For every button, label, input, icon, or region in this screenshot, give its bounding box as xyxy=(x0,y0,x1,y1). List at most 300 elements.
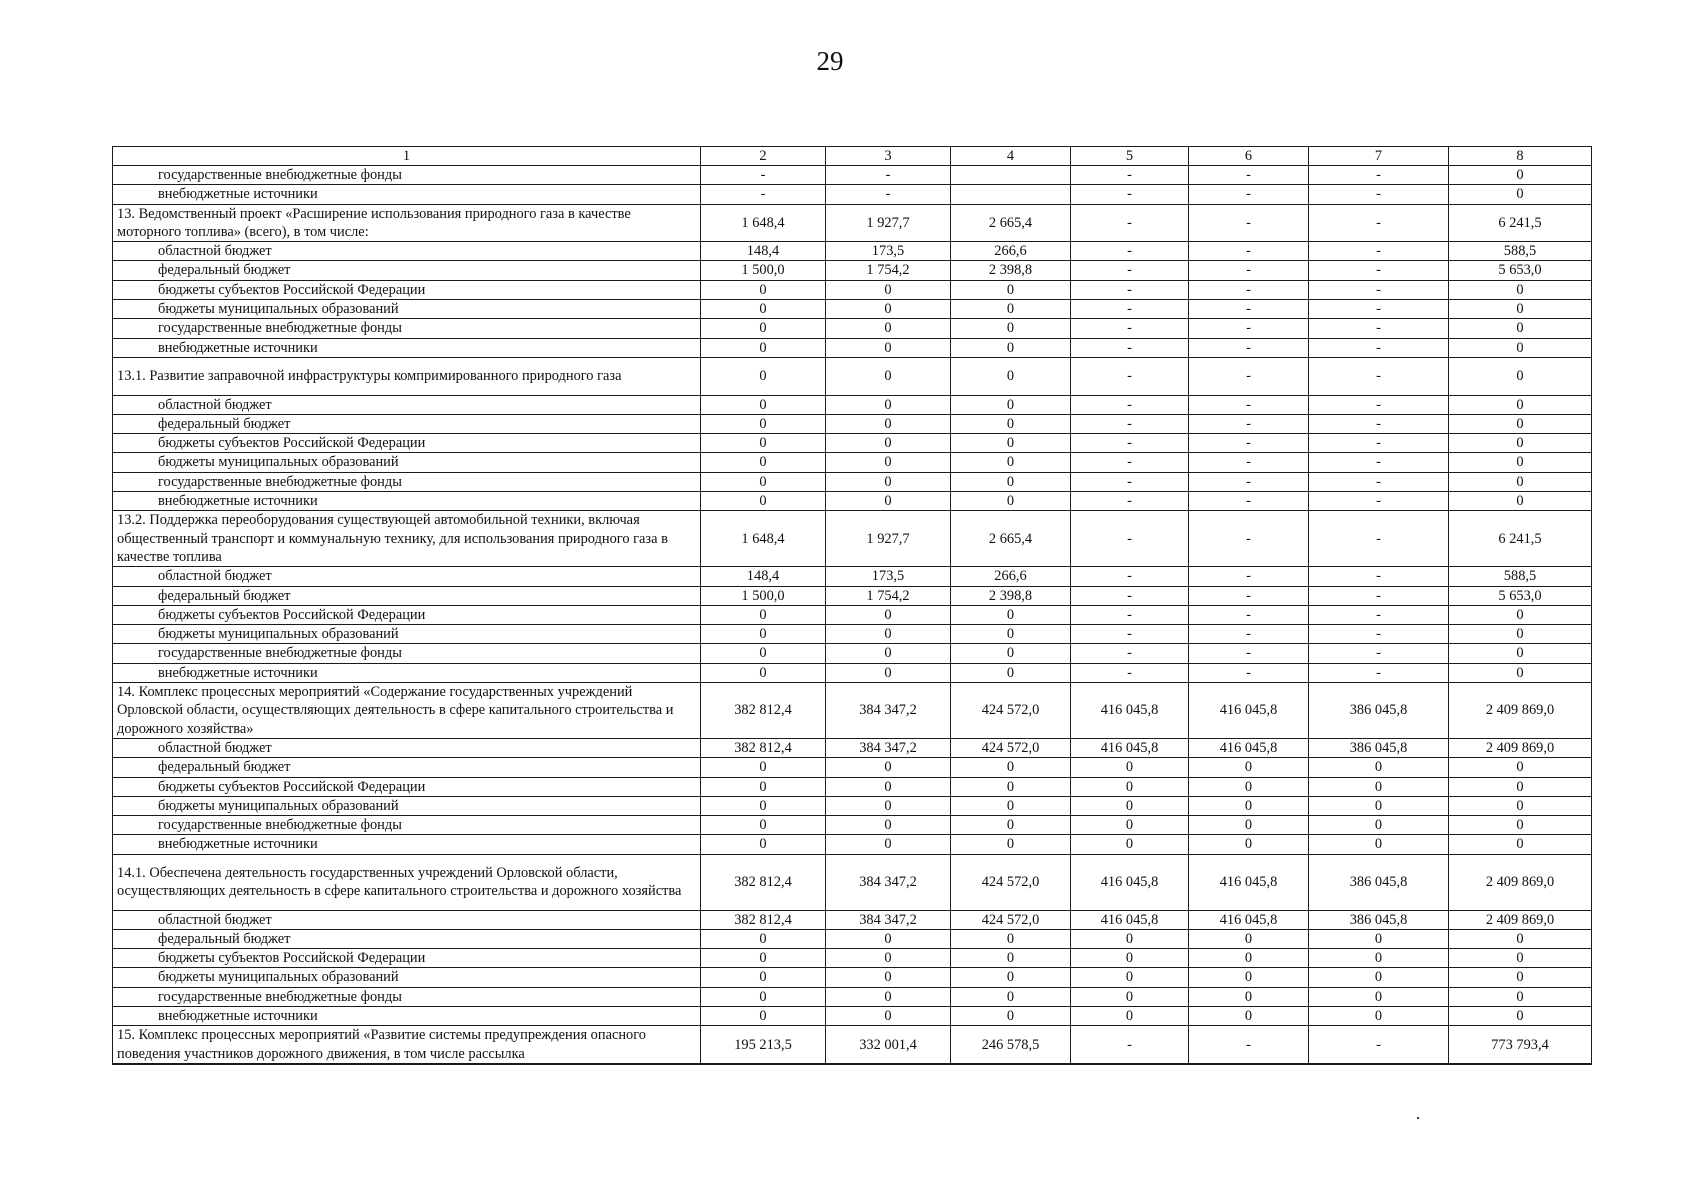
row-label: государственные внебюджетные фонды xyxy=(113,166,701,185)
value-cell: 2 398,8 xyxy=(951,586,1071,605)
value-cell: - xyxy=(1071,453,1189,472)
value-cell: - xyxy=(1071,185,1189,204)
value-cell: - xyxy=(1309,625,1449,644)
value-cell: 1 927,7 xyxy=(826,511,951,567)
value-cell: 0 xyxy=(701,816,826,835)
value-cell: 0 xyxy=(1071,796,1189,815)
value-cell: 384 347,2 xyxy=(826,854,951,910)
value-cell: 2 409 869,0 xyxy=(1449,854,1592,910)
value-cell: 0 xyxy=(951,280,1071,299)
value-cell: - xyxy=(1071,644,1189,663)
value-cell: 384 347,2 xyxy=(826,683,951,739)
value-cell: 0 xyxy=(826,453,951,472)
value-cell: 416 045,8 xyxy=(1189,910,1309,929)
value-cell: - xyxy=(1309,567,1449,586)
value-cell: 0 xyxy=(1071,758,1189,777)
value-cell: 588,5 xyxy=(1449,567,1592,586)
row-label: 14.1. Обеспечена деятельность государственных учреждений Орловской области, осуществляющих деятельность в сфере капитального строительства и дорожного хозяйства xyxy=(113,854,701,910)
value-cell: 0 xyxy=(951,644,1071,663)
value-cell: 0 xyxy=(951,605,1071,624)
value-cell: - xyxy=(1189,395,1309,414)
value-cell: - xyxy=(1189,586,1309,605)
value-cell: - xyxy=(1189,280,1309,299)
row-label: бюджеты субъектов Российской Федерации xyxy=(113,777,701,796)
value-cell: 2 398,8 xyxy=(951,261,1071,280)
value-cell: 0 xyxy=(826,434,951,453)
value-cell: 0 xyxy=(1449,395,1592,414)
value-cell: - xyxy=(1309,166,1449,185)
value-cell: 0 xyxy=(701,434,826,453)
value-cell: 0 xyxy=(1449,166,1592,185)
value-cell: - xyxy=(1309,204,1449,242)
value-cell: 0 xyxy=(1449,1007,1592,1026)
value-cell: 0 xyxy=(701,414,826,433)
value-cell: 0 xyxy=(1071,968,1189,987)
value-cell: - xyxy=(1189,185,1309,204)
table-row-sub xyxy=(113,910,1592,929)
value-cell: 0 xyxy=(1449,319,1592,338)
value-cell: - xyxy=(1071,166,1189,185)
value-cell: 416 045,8 xyxy=(1189,854,1309,910)
value-cell: 0 xyxy=(826,300,951,319)
value-cell: 1 500,0 xyxy=(701,586,826,605)
value-cell: 0 xyxy=(1189,1007,1309,1026)
value-cell: 0 xyxy=(1189,987,1309,1006)
value-cell: 0 xyxy=(1309,929,1449,948)
value-cell: 0 xyxy=(1449,816,1592,835)
value-cell: 0 xyxy=(951,663,1071,682)
value-cell: 0 xyxy=(701,472,826,491)
table-row-sub xyxy=(113,185,1592,204)
value-cell: 0 xyxy=(826,605,951,624)
value-cell: 416 045,8 xyxy=(1071,910,1189,929)
value-cell: 6 241,5 xyxy=(1449,511,1592,567)
value-cell: 0 xyxy=(826,472,951,491)
value-cell: 416 045,8 xyxy=(1071,683,1189,739)
value-cell: - xyxy=(1071,605,1189,624)
value-cell: 382 812,4 xyxy=(701,683,826,739)
value-cell: 0 xyxy=(701,758,826,777)
table-body xyxy=(113,147,1592,1064)
value-cell: 5 653,0 xyxy=(1449,586,1592,605)
value-cell: 2 409 869,0 xyxy=(1449,738,1592,757)
value-cell: 195 213,5 xyxy=(701,1026,826,1064)
value-cell: 0 xyxy=(826,929,951,948)
row-label: бюджеты муниципальных образований xyxy=(113,453,701,472)
row-label: государственные внебюджетные фонды xyxy=(113,644,701,663)
value-cell: 424 572,0 xyxy=(951,738,1071,757)
value-cell: - xyxy=(1071,1026,1189,1064)
value-cell: 0 xyxy=(1449,453,1592,472)
value-cell: - xyxy=(1189,453,1309,472)
value-cell: 0 xyxy=(1449,185,1592,204)
value-cell: - xyxy=(1189,242,1309,261)
value-cell: 0 xyxy=(951,987,1071,1006)
value-cell: 0 xyxy=(951,453,1071,472)
value-cell: - xyxy=(826,166,951,185)
table-row-sub xyxy=(113,414,1592,433)
value-cell: 0 xyxy=(951,414,1071,433)
value-cell xyxy=(951,185,1071,204)
value-cell: 424 572,0 xyxy=(951,910,1071,929)
value-cell: 0 xyxy=(826,758,951,777)
value-cell: - xyxy=(1309,511,1449,567)
value-cell: 424 572,0 xyxy=(951,854,1071,910)
row-label: федеральный бюджет xyxy=(113,586,701,605)
value-cell: 0 xyxy=(826,968,951,987)
table-row-sub xyxy=(113,338,1592,357)
value-cell: 2 409 869,0 xyxy=(1449,683,1592,739)
value-cell: - xyxy=(1071,204,1189,242)
table-row-sub xyxy=(113,987,1592,1006)
value-cell: - xyxy=(701,185,826,204)
row-label: бюджеты субъектов Российской Федерации xyxy=(113,434,701,453)
value-cell: 416 045,8 xyxy=(1189,738,1309,757)
value-cell: - xyxy=(1309,357,1449,395)
value-cell: - xyxy=(1071,357,1189,395)
value-cell: - xyxy=(1071,338,1189,357)
table-row-sub xyxy=(113,453,1592,472)
value-cell: - xyxy=(1071,625,1189,644)
value-cell: - xyxy=(1309,434,1449,453)
row-label: государственные внебюджетные фонды xyxy=(113,816,701,835)
row-label: областной бюджет xyxy=(113,567,701,586)
header-cell: 7 xyxy=(1309,147,1449,166)
row-label: бюджеты субъектов Российской Федерации xyxy=(113,949,701,968)
table-row-sub xyxy=(113,261,1592,280)
value-cell: - xyxy=(1071,492,1189,511)
header-cell: 2 xyxy=(701,147,826,166)
value-cell: 2 665,4 xyxy=(951,204,1071,242)
value-cell: 0 xyxy=(826,280,951,299)
value-cell: 424 572,0 xyxy=(951,683,1071,739)
table-row-sub xyxy=(113,300,1592,319)
row-label: областной бюджет xyxy=(113,910,701,929)
table-row-section xyxy=(113,357,1592,395)
value-cell: - xyxy=(1309,300,1449,319)
value-cell: 0 xyxy=(1309,968,1449,987)
value-cell: 2 665,4 xyxy=(951,511,1071,567)
value-cell: - xyxy=(1189,338,1309,357)
value-cell: 0 xyxy=(1449,987,1592,1006)
value-cell: 382 812,4 xyxy=(701,738,826,757)
value-cell: 0 xyxy=(951,758,1071,777)
value-cell: 0 xyxy=(701,663,826,682)
table-row-sub xyxy=(113,625,1592,644)
value-cell: 0 xyxy=(1071,949,1189,968)
scan-speck xyxy=(1417,1117,1419,1119)
value-cell: 0 xyxy=(701,968,826,987)
value-cell: 0 xyxy=(826,319,951,338)
value-cell: 0 xyxy=(1071,987,1189,1006)
value-cell: 0 xyxy=(1309,758,1449,777)
value-cell: - xyxy=(1309,338,1449,357)
value-cell: 0 xyxy=(701,492,826,511)
value-cell: 6 241,5 xyxy=(1449,204,1592,242)
value-cell: 0 xyxy=(701,338,826,357)
value-cell: - xyxy=(1189,605,1309,624)
value-cell: - xyxy=(1189,319,1309,338)
value-cell: 0 xyxy=(951,434,1071,453)
value-cell: 0 xyxy=(701,987,826,1006)
header-cell: 8 xyxy=(1449,147,1592,166)
value-cell: - xyxy=(1309,319,1449,338)
value-cell: 148,4 xyxy=(701,242,826,261)
value-cell: - xyxy=(1189,261,1309,280)
row-label: федеральный бюджет xyxy=(113,261,701,280)
value-cell: 0 xyxy=(1449,968,1592,987)
value-cell: 0 xyxy=(701,1007,826,1026)
row-label: областной бюджет xyxy=(113,738,701,757)
value-cell: 0 xyxy=(826,625,951,644)
value-cell: 148,4 xyxy=(701,567,826,586)
value-cell: 0 xyxy=(826,414,951,433)
value-cell: 0 xyxy=(826,395,951,414)
value-cell: 1 754,2 xyxy=(826,261,951,280)
value-cell: 0 xyxy=(951,949,1071,968)
value-cell: - xyxy=(1071,242,1189,261)
table-row-section xyxy=(113,1026,1592,1064)
value-cell: 1 754,2 xyxy=(826,586,951,605)
value-cell: 0 xyxy=(826,987,951,1006)
value-cell: - xyxy=(1071,472,1189,491)
value-cell: 0 xyxy=(1071,816,1189,835)
value-cell: 0 xyxy=(1449,949,1592,968)
value-cell: 0 xyxy=(1449,777,1592,796)
value-cell: 0 xyxy=(951,968,1071,987)
value-cell: 0 xyxy=(1189,777,1309,796)
value-cell: - xyxy=(1071,261,1189,280)
value-cell: - xyxy=(1071,434,1189,453)
value-cell: 386 045,8 xyxy=(1309,683,1449,739)
value-cell: 266,6 xyxy=(951,567,1071,586)
value-cell: 0 xyxy=(1449,300,1592,319)
value-cell: 0 xyxy=(701,357,826,395)
value-cell: - xyxy=(1309,663,1449,682)
value-cell: - xyxy=(701,166,826,185)
value-cell: 0 xyxy=(701,625,826,644)
value-cell: 382 812,4 xyxy=(701,910,826,929)
value-cell: - xyxy=(1071,586,1189,605)
table-row-sub xyxy=(113,1007,1592,1026)
value-cell: 0 xyxy=(826,644,951,663)
table-row-section xyxy=(113,204,1592,242)
table-row-sub xyxy=(113,166,1592,185)
value-cell: 0 xyxy=(826,492,951,511)
value-cell: 0 xyxy=(1449,357,1592,395)
value-cell: 0 xyxy=(1449,338,1592,357)
value-cell: 588,5 xyxy=(1449,242,1592,261)
value-cell: - xyxy=(1189,166,1309,185)
table-row-sub xyxy=(113,567,1592,586)
value-cell: 0 xyxy=(951,625,1071,644)
table-row-sub xyxy=(113,492,1592,511)
table-row-sub xyxy=(113,968,1592,987)
value-cell: - xyxy=(1309,644,1449,663)
value-cell: 0 xyxy=(951,492,1071,511)
row-label: бюджеты муниципальных образований xyxy=(113,796,701,815)
value-cell: 0 xyxy=(1449,644,1592,663)
value-cell: - xyxy=(1071,319,1189,338)
value-cell: 0 xyxy=(701,319,826,338)
row-label: федеральный бюджет xyxy=(113,758,701,777)
value-cell: 0 xyxy=(1449,929,1592,948)
row-label: 15. Комплекс процессных мероприятий «Развитие системы предупреждения опасного поведения участников дорожного движения, в том числе рассылка xyxy=(113,1026,701,1064)
value-cell xyxy=(951,166,1071,185)
value-cell: - xyxy=(1071,300,1189,319)
value-cell: - xyxy=(826,185,951,204)
row-label: федеральный бюджет xyxy=(113,929,701,948)
value-cell: 0 xyxy=(1189,796,1309,815)
value-cell: 0 xyxy=(826,1007,951,1026)
value-cell: 0 xyxy=(1189,968,1309,987)
value-cell: - xyxy=(1189,472,1309,491)
value-cell: 0 xyxy=(701,280,826,299)
value-cell: - xyxy=(1309,1026,1449,1064)
value-cell: - xyxy=(1071,280,1189,299)
table-row-sub xyxy=(113,738,1592,757)
value-cell: - xyxy=(1189,644,1309,663)
value-cell: - xyxy=(1189,567,1309,586)
value-cell: 0 xyxy=(951,929,1071,948)
table-row-sub xyxy=(113,663,1592,682)
value-cell: 1 500,0 xyxy=(701,261,826,280)
value-cell: 384 347,2 xyxy=(826,910,951,929)
value-cell: 0 xyxy=(1071,835,1189,854)
value-cell: 0 xyxy=(1309,835,1449,854)
value-cell: - xyxy=(1189,511,1309,567)
value-cell: - xyxy=(1309,453,1449,472)
row-label: внебюджетные источники xyxy=(113,185,701,204)
value-cell: 0 xyxy=(701,605,826,624)
value-cell: 0 xyxy=(951,338,1071,357)
value-cell: 0 xyxy=(1449,796,1592,815)
budget-table xyxy=(112,146,1592,1065)
value-cell: 0 xyxy=(951,472,1071,491)
value-cell: - xyxy=(1309,492,1449,511)
value-cell: 0 xyxy=(1449,492,1592,511)
value-cell: - xyxy=(1189,300,1309,319)
value-cell: 0 xyxy=(1309,1007,1449,1026)
value-cell: 173,5 xyxy=(826,242,951,261)
row-label: бюджеты муниципальных образований xyxy=(113,625,701,644)
value-cell: 0 xyxy=(701,644,826,663)
page-number: 29 xyxy=(816,46,844,76)
table-row-sub xyxy=(113,586,1592,605)
table-row-sub xyxy=(113,472,1592,491)
row-label: бюджеты муниципальных образований xyxy=(113,300,701,319)
value-cell: - xyxy=(1189,204,1309,242)
value-cell: 2 409 869,0 xyxy=(1449,910,1592,929)
value-cell: - xyxy=(1309,261,1449,280)
header-row xyxy=(113,147,1592,166)
row-label: внебюджетные источники xyxy=(113,338,701,357)
table-row-sub xyxy=(113,242,1592,261)
value-cell: 1 648,4 xyxy=(701,511,826,567)
row-label: бюджеты муниципальных образований xyxy=(113,968,701,987)
row-label: бюджеты субъектов Российской Федерации xyxy=(113,605,701,624)
value-cell: 0 xyxy=(826,338,951,357)
table-row-sub xyxy=(113,605,1592,624)
table-row-sub xyxy=(113,777,1592,796)
value-cell: 416 045,8 xyxy=(1189,683,1309,739)
value-cell: 0 xyxy=(951,816,1071,835)
value-cell: 0 xyxy=(826,357,951,395)
value-cell: 386 045,8 xyxy=(1309,910,1449,929)
table-row-sub xyxy=(113,949,1592,968)
table-row-sub xyxy=(113,644,1592,663)
value-cell: - xyxy=(1071,663,1189,682)
value-cell: 0 xyxy=(1189,949,1309,968)
header-cell: 3 xyxy=(826,147,951,166)
table-row-sub xyxy=(113,434,1592,453)
row-label: государственные внебюджетные фонды xyxy=(113,472,701,491)
header-cell: 5 xyxy=(1071,147,1189,166)
value-cell: 266,6 xyxy=(951,242,1071,261)
header-cell: 6 xyxy=(1189,147,1309,166)
row-label: бюджеты субъектов Российской Федерации xyxy=(113,280,701,299)
value-cell: 0 xyxy=(701,949,826,968)
value-cell: 0 xyxy=(951,319,1071,338)
value-cell: 0 xyxy=(1309,796,1449,815)
value-cell: 0 xyxy=(701,453,826,472)
value-cell: 0 xyxy=(826,777,951,796)
table-row-sub xyxy=(113,929,1592,948)
value-cell: 0 xyxy=(1071,1007,1189,1026)
value-cell: 173,5 xyxy=(826,567,951,586)
value-cell: 0 xyxy=(1449,472,1592,491)
value-cell: 382 812,4 xyxy=(701,854,826,910)
value-cell: - xyxy=(1309,414,1449,433)
value-cell: 0 xyxy=(1309,816,1449,835)
value-cell: - xyxy=(1309,185,1449,204)
row-label: областной бюджет xyxy=(113,395,701,414)
value-cell: - xyxy=(1189,1026,1309,1064)
value-cell: 416 045,8 xyxy=(1071,854,1189,910)
value-cell: 0 xyxy=(1449,663,1592,682)
value-cell: - xyxy=(1309,586,1449,605)
row-label: 14. Комплекс процессных мероприятий «Содержание государственных учреждений Орловской области, осуществляющих деятельность в сфере капитального строительства и дорожного хозяйства» xyxy=(113,683,701,739)
value-cell: 246 578,5 xyxy=(951,1026,1071,1064)
table-row-sub xyxy=(113,395,1592,414)
value-cell: 773 793,4 xyxy=(1449,1026,1592,1064)
table-row-sub xyxy=(113,835,1592,854)
value-cell: 0 xyxy=(701,929,826,948)
value-cell: 0 xyxy=(951,300,1071,319)
table-row-section xyxy=(113,854,1592,910)
value-cell: 0 xyxy=(1449,434,1592,453)
value-cell: 5 653,0 xyxy=(1449,261,1592,280)
value-cell: 0 xyxy=(951,395,1071,414)
value-cell: - xyxy=(1309,472,1449,491)
row-label: государственные внебюджетные фонды xyxy=(113,987,701,1006)
header-cell: 1 xyxy=(113,147,701,166)
table-row-sub xyxy=(113,758,1592,777)
value-cell: 0 xyxy=(1449,758,1592,777)
row-label: 13.2. Поддержка переоборудования существующей автомобильной техники, включая общественный транспорт и коммунальную технику, для использования природного газа в качестве топлива xyxy=(113,511,701,567)
value-cell: 0 xyxy=(1189,835,1309,854)
table-row-sub xyxy=(113,816,1592,835)
value-cell: - xyxy=(1189,434,1309,453)
value-cell: 0 xyxy=(701,395,826,414)
value-cell: 0 xyxy=(826,816,951,835)
row-label: внебюджетные источники xyxy=(113,1007,701,1026)
value-cell: 0 xyxy=(951,777,1071,796)
row-label: внебюджетные источники xyxy=(113,835,701,854)
row-label: внебюджетные источники xyxy=(113,663,701,682)
table-row-sub xyxy=(113,280,1592,299)
value-cell: 0 xyxy=(1449,605,1592,624)
